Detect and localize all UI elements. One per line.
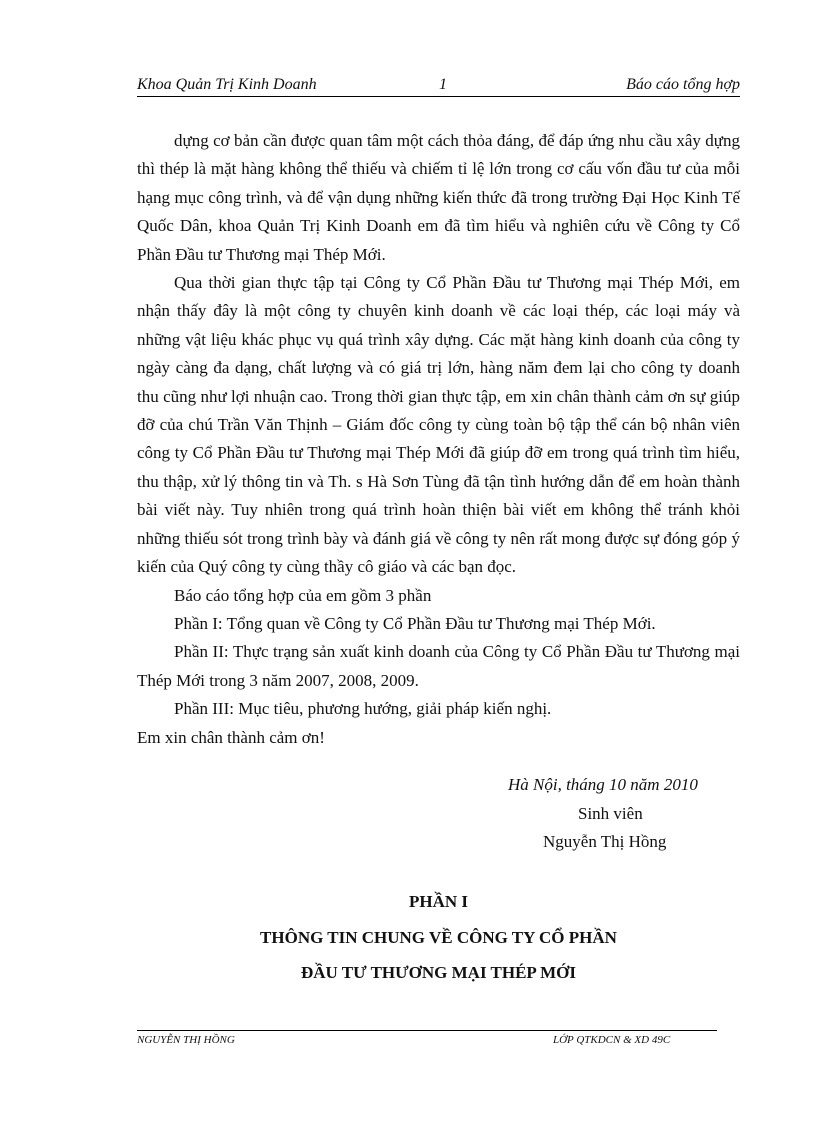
paragraph-7: Em xin chân thành cảm ơn! [137,727,325,747]
paragraph-6: Phần III: Mục tiêu, phương hướng, giải pháp kiến nghị. [174,699,552,719]
section-subtitle-1: THÔNG TIN CHUNG VỀ CÔNG TY CỔ PHẦN [260,928,617,947]
page-number: 1 [439,76,447,93]
paragraph-1: dựng cơ bản cần được quan tâm một cách thỏa đáng, để đáp ứng nhu cầu xây dựng thì thép là mặt hàng không thể thiếu và chiếm tỉ lệ lớn trong cơ cấu vốn đầu tư của mỗi hạng mục công trình, và để vận dụng những kiến thức đã trong trường Đại Học Kinh Tế Quốc Dân, khoa Quản Trị Kinh Doanh em đã tìm hiểu và nghiên cứu về Công ty Cổ Phần Đầu tư Thương mại Thép Mới. [137,131,740,264]
section-title: PHẦN I [408,892,469,911]
footer-author: NGUYỄN THỊ HỒNG [137,1034,235,1046]
paragraph-4: Phần I: Tổng quan về Công ty Cổ Phần Đầu tư Thương mại Thép Mới. [174,613,656,633]
signature-role: Sinh viên [578,804,643,823]
paragraph-2: Qua thời gian thực tập tại Công ty Cổ Phần Đầu tư Thương mại Thép Mới, em nhận thấy đây là một công ty chuyên kinh doanh về các loại thép, các loại máy và những vật liệu khác phục vụ quá trình xây dựng. Các mặt hàng kinh doanh của công ty ngày càng đa dạng, chất lượng và có giá trị lớn, hàng năm đem lại cho công ty doanh thu cũng như lợi nhuận cao. Trong thời gian thực tập, em xin chân thành cảm ơn sự giúp đỡ của chú Trần Văn Thịnh – Giám đốc công ty cùng toàn bộ tập thể cán bộ nhân viên công ty Cổ Phần Đầu tư Thương mại Thép Mới đã giúp đỡ em trong quá trình tìm hiểu, thu thập, xử lý thông tin và Th. s Hà Sơn Tùng đã tận tình hướng dẫn để em hoàn thành bài viết này. Tuy nhiên trong quá trình hoàn thiện bài viết em không thể tránh khỏi những thiếu sót trong trình bày và đánh giá về công ty nên rất mong được sự đóng góp ý kiến của Quý công ty cùng thầy cô giáo và các bạn đọc. [137,273,740,577]
signature-date: Hà Nội, tháng 10 năm 2010 [508,775,698,794]
paragraph-5: Phần II: Thực trạng sản xuất kinh doanh của Công ty Cổ Phần Đầu tư Thương mại Thép Mới trong 3 năm 2007, 2008, 2009. [137,642,740,690]
body-text [137,127,740,752]
header-faculty: Khoa Quản Trị Kinh Doanh [137,76,317,93]
signature-name: Nguyễn Thị Hồng [543,832,667,851]
paragraph-3: Báo cáo tổng hợp của em gồm 3 phần [174,585,432,605]
page-header [137,74,740,97]
section-subtitle-2: ĐẦU TƯ THƯƠNG MẠI THÉP MỚI [300,963,576,982]
header-report-type: Báo cáo tổng hợp [626,76,740,93]
footer-class: LỚP QTKDCN & XD 49C [553,1034,671,1046]
footer-divider [137,1030,717,1031]
